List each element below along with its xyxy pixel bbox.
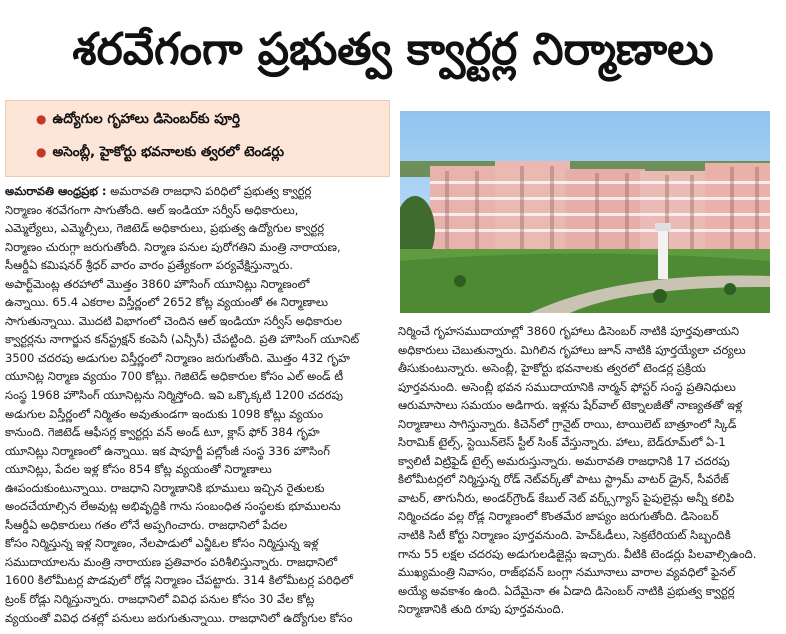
article-line-text: ఊపందుకుంటున్నాయి. రాజధాని నిర్మాణానికి భూములు ఇచ్చిన రైతులకు (5, 480, 325, 495)
article-line-text: ఎమ్మెల్యేలు, ఎమ్మెల్సీలు, గెజిటెడ్ అధికారులు, ప్రభుత్వ ఉద్యోగుల క్వార్టర్ల (5, 221, 325, 236)
article-line (5, 405, 390, 424)
article-line (5, 349, 390, 368)
article-line (5, 312, 390, 331)
article-line: ఆరుమాసాలు సమయం అడిగారు. ఇళ్లను షేర్‌వాల్ టెక్నాలజీతో నాణ్యతతో ఇళ్ల (398, 398, 743, 413)
article-line (5, 423, 390, 442)
article-line (5, 219, 390, 238)
article-line-text: నిర్మాణం శరవేగంగా సాగుతోంది. ఆల్ ఇండియా సర్వీస్ అధికారులు, (5, 202, 299, 217)
headline: శరవేగంగా ప్రభుత్వ క్వార్టర్ల నిర్మాణాలు (72, 24, 714, 75)
article-line (5, 330, 390, 349)
article-line-text: అందచేయాల్సిన లేఅవుట్ల అభివృద్ధికి గాను సంబంధిత సంస్థలకు భూములను (5, 499, 341, 514)
article-line: నిర్మించే గృహసముదాయాల్లో 3860 గృహాలు డిసెంబర్ నాటికి పూర్తవుతాయని (398, 324, 740, 338)
article-line-text: యూనిట్లు నిర్మాణంలో ఉన్నాయి. ఇక షాపూర్జీ పల్లోంజీ సంస్థ 336 హౌసింగ్ (5, 443, 330, 458)
quarters-photo (400, 111, 770, 313)
article-line: నాటికి సిటీ కోర్టు నిర్మాణం పూర్తవనుంది. హెచ్ఓడీలు, సెక్రటేరియట్ సిబ్బందికి (398, 528, 731, 543)
article-line-text: ఉన్నాయి. 65.4 ఎకరాల విస్తీర్ణంలో 2652 కోట్ల వ్యయంతో ఈ నిర్మాణాలు (5, 295, 329, 310)
article-line (5, 497, 390, 516)
article-line-text: సీఆర్డీఏ కమిషనర్ శ్రీధర్ వారం వారం ప్రత్యేకంగా పర్యవేక్షిస్తున్నారు. (5, 258, 293, 273)
article-line-text: అడుగుల విస్తీర్ణంలో నిర్మితం అవుతుండగా ఇందుకు 1098 కోట్లు వ్యయం (5, 406, 324, 421)
article-line: వాటర్, తాగునీరు, అండర్‌గ్రౌండ్ కేబుల్ నెట్ వర్క్స్‌గ్యాస్ పైపులైన్లు అన్నీ కలిపి (398, 490, 734, 505)
article-line-text: క్వార్టర్లను నాగార్జున కన్‌స్ట్రక్షన్ కంపెనీ (ఎన్సీసీ) చేపట్టింది. ప్రతి హౌసింగ్ యూనిట్ (5, 332, 360, 347)
apartment-buildings-illustration (400, 111, 770, 313)
article-line (5, 534, 390, 553)
dateline: అమరావతి ఆంధ్రప్రభ : (5, 184, 107, 198)
article-line: పూర్తవనుంది. అసెంబ్లీ భవన సముదాయానికి నార్మన్ ఫోస్టర్ సంస్థ ప్రతినిధులు (398, 379, 736, 394)
article-line (5, 590, 390, 609)
article-line-text: 3500 చదరపు అడుగుల విస్తీర్ణంలో నిర్మాణం జరుగుతోంది. మొత్తం 432 గృహ (5, 350, 351, 365)
article-line-text: అపార్ట్‌మెంట్ల తరహాలో మొత్తం 3860 హౌసింగ్ యూనిట్లు నిర్మాణంలో (5, 276, 310, 291)
article-line (5, 386, 390, 405)
article-line (5, 442, 390, 461)
article-line (5, 571, 390, 590)
highlight-item: ● అసెంబ్లీ, హైకోర్టు భవనాలకు త్వరలో టెండర్లు (36, 144, 381, 163)
article-line-text: సముదాయాలను మంత్రి నారాయణ ప్రతివారం పరిశీలిస్తున్నారు. రాజధానిలో (5, 554, 338, 569)
article-line (5, 516, 390, 535)
article-line: క్వాలిటీ విట్రిఫైడ్ టైల్స్ అమరుస్తున్నారు. అమరావతి రాజధానికి 17 చదరపు (398, 453, 730, 468)
article-line: అధికారులు చెబుతున్నారు. మిగిలిన గృహాలు జూన్ నాటికి పూర్తయ్యేలా చర్యలు (398, 342, 746, 357)
article-line (5, 479, 390, 498)
article-body-left (5, 182, 390, 632)
article-line: గాను 55 లక్షల చదరపు అడుగులడిజైన్లు ఇచ్చారు. వీటికి టెండర్లు పిలవాల్సిఉంది. (398, 546, 757, 561)
article-line-text: అమరావతి రాజధాని పరిధిలో ప్రభుత్వ క్వార్టర్ల (110, 184, 312, 198)
article-line (5, 256, 390, 275)
article-line (5, 182, 390, 201)
article-line-text: సంస్థ 1968 హౌసింగ్ యూనిట్లను నిర్మిస్తోంది. ఇవి ఒక్కొక్కటి 1200 చదరపు (5, 388, 343, 403)
article-line (5, 293, 390, 312)
article-line-text: యూనిట్లు, పేదల ఇళ్ల కోసం 854 కోట్ల వ్యయంతో నిర్మాణాలు (5, 462, 272, 477)
article-line (5, 553, 390, 572)
article-line (5, 609, 390, 628)
article-line-text: సీఆర్డీఏ అధికారులు గతం లోనే అప్పగించారు. రాజధానిలో పేదల (5, 517, 288, 532)
article-line (5, 460, 390, 479)
article-line (5, 367, 390, 386)
article-line-text: యూనిట్ల నిర్మాణ వ్యయం 700 కోట్లు. గెజిటెడ్ అధికారుల కోసం ఎల్ అండ్ టీ (5, 369, 344, 384)
article-line: తీసుకుంటున్నారు. అసెంబ్లీ, హైకోర్టు భవనాలకు త్వరలో టెండర్ల ప్రక్రియ (398, 361, 706, 376)
highlight-item: ● ఉద్యోగుల గృహాలు డిసెంబర్‌కు పూర్తి (36, 111, 381, 130)
article-line-text: వ్యయంతో వివిధ దశల్లో పనులు జరుగుతున్నాయి. రాజధానిలో ఉద్యోగుల కోసం (5, 610, 353, 625)
article-line-text: సాగుతున్నాయి. మొదటి విభాగంలో చెందిన ఆల్ ఇండియా సర్వీస్ అధికారుల (5, 313, 342, 328)
article-line: ముఖ్యమంత్రి నివాసం, రాజ్‌భవన్ బంగ్లా నమూనాలు వారాల వ్యవధిలో ఫైనల్ (398, 565, 736, 580)
article-line: అయ్యే అవకాశం ఉంది. ఏదేమైనా ఈ ఏడాది డిసెంబర్ నాటికి ప్రభుత్వ క్వార్టర్ల (398, 583, 735, 598)
article-line: నిర్మాణానికి తుది రూపు పూర్తవనుంది. (398, 602, 565, 617)
article-line-text: 1600 కిలోమీటర్ల పొడవులో రోడ్ల నిర్మాణం చేపట్టారు. 314 కిలోమీటర్ల పరిధిలో (5, 573, 353, 588)
article-line: సిరామిక్ టైల్స్, స్టెయిన్‌లెస్ స్టీల్ సింక్ వేస్తున్నారు. హాలు, బెడ్‌రూమ్‌లో ఏ-1 (398, 435, 726, 450)
article-line-text: ట్రంక్ రోడ్లు నిర్మిస్తున్నారు. రాజధానిలో వివిధ పనుల కోసం 30 వేల కోట్ల (5, 592, 315, 607)
article-line: కిలోమీటర్లలో నిర్మిస్తున్న రోడ్ నెట్‌వర్క్‌తో పాటు స్ట్రామ్ వాటర్ డ్రైన్, సీవరేజ్ (398, 472, 729, 487)
article-line (5, 238, 390, 257)
article-line-text: నిర్మాణం చురుగ్గా జరుగుతోంది. నిర్మాణ పనుల పురోగతిని మంత్రి నారాయణ, (5, 239, 341, 254)
article-line: నిర్మాణాలు సాగిస్తున్నారు. కిచెన్‌లో గ్రానైట్ రాయి, టాయిలెట్ బాత్రూంలో స్కిడ్ (398, 416, 737, 431)
highlights-box (5, 100, 390, 177)
article-line-text: కోసం నిర్మిస్తున్న ఇళ్ల నిర్మాణం, నేలపాడులో ఎన్జీఓల కోసం నిర్మిస్తున్న ఇళ్ల (5, 536, 319, 551)
article-body-right (398, 322, 781, 632)
article-line-text: కానుంది. గెజిటెడ్ ఆఫీసర్ల క్వార్టర్లు వన్ అండ్ టూ, క్లాస్ ఫోర్ 384 గృహ (5, 425, 320, 440)
article-line: నిర్మించడం వల్ల రోడ్ల నిర్మాణంలో కొంతమేర జాప్యం జరుగుతోంది. డిసెంబర్ (398, 509, 719, 524)
article-line (5, 201, 390, 220)
article-line (5, 275, 390, 294)
